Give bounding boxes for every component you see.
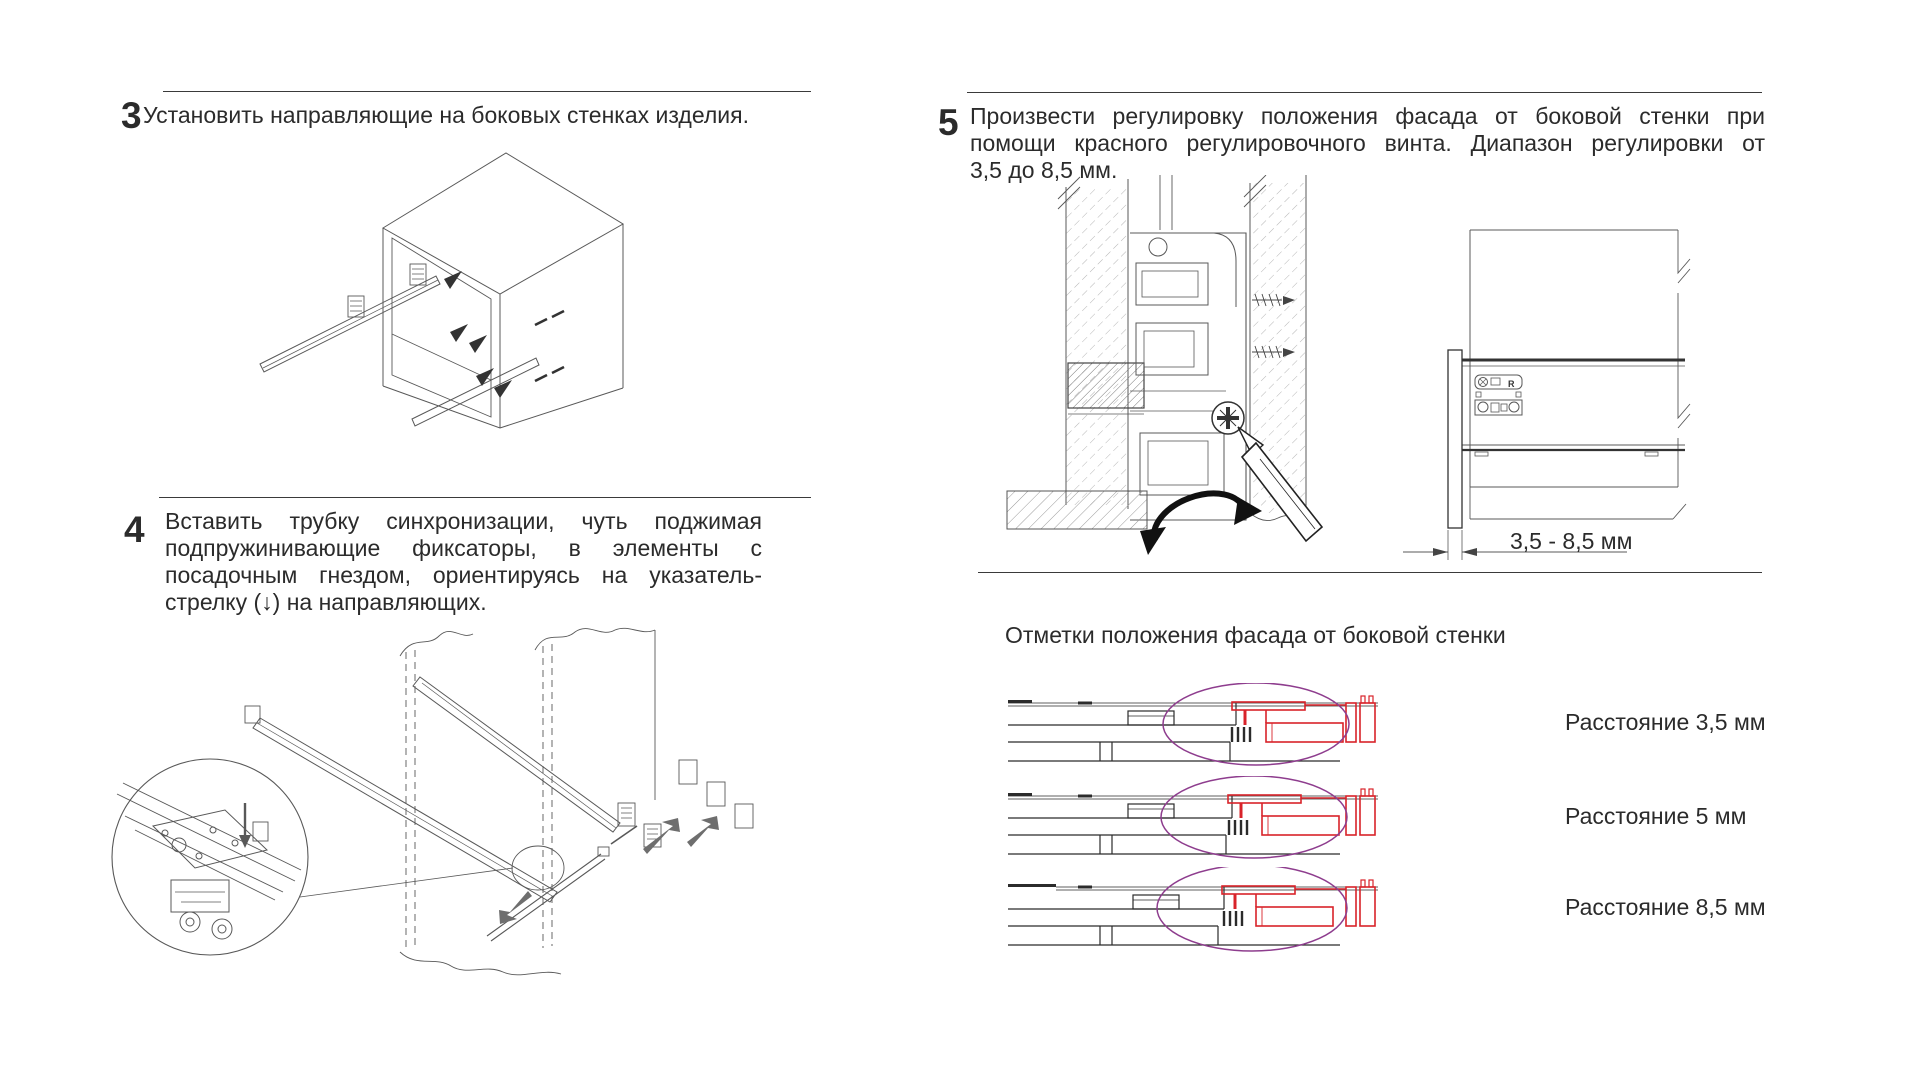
dimension-label: 3,5 - 8,5 мм [1510,528,1633,554]
step4-number: 4 [124,509,145,550]
red-adjuster [1222,886,1346,926]
step4-illustration [95,600,775,1020]
step5-line: 3,5 до 8,5 мм. [970,157,1118,183]
highlight-ellipse [1163,683,1349,765]
step5-number: 5 [938,102,959,143]
divider-step4 [159,497,811,498]
divider-facade-marks [978,572,1762,573]
step3-illustration [200,118,700,433]
step3-line: Установить направляющие на боковых стенках изделия. [143,102,749,128]
facade-strip [1448,350,1462,528]
adjustment-mechanism [1130,175,1246,520]
step4-line: посадочным гнездом, ориентируясь на указатель- [165,562,762,588]
facade-mark-diagram-5 [1008,776,1403,868]
step5-line: помощи красного регулировочного винта. Диапазон регулировки от [970,130,1765,156]
bottom-panel [1007,491,1147,529]
red-facade-edge [1346,880,1375,926]
facade-mark-label: Расстояние 5 мм [1565,803,1747,829]
rail-bottom [1462,445,1685,456]
mount-marks [535,311,564,381]
step5-side-view [1395,178,1775,578]
sync-connector [171,880,232,939]
facade-mark-label: Расстояние 8,5 мм [1565,894,1766,920]
step5-line: Произвести регулировку положения фасада от боковой стенки при [970,103,1765,129]
red-facade-edge [1346,789,1375,835]
drawer-bottom [1068,363,1144,408]
step4-line: Вставить трубку синхронизации, чуть поджимая [165,508,762,534]
rotation-arrow-icon [1140,493,1262,555]
direction-arrows [444,271,512,398]
red-adjuster [1228,795,1346,835]
detail-callout [112,759,513,955]
insert-arrows [499,816,719,924]
step5-cross-section [1000,175,1400,570]
step3-number: 3 [121,95,142,136]
facade-mark-diagram-8-5 [1008,867,1403,959]
drawer-side-panel [1058,177,1128,509]
facade-marks-title: Отметки положения фасада от боковой стенки [1005,622,1506,648]
step4-line: стрелку (↓) на направляющих. [165,589,487,615]
rail-top [1462,360,1685,366]
facade-mark-label: Расстояние 3,5 мм [1565,709,1766,735]
step5-text [970,103,1765,184]
drawer-slide [260,264,440,372]
cabinet-panels [400,628,655,975]
rail-label [1475,375,1522,415]
step4-line: подпружинивающие фиксаторы, в элементы с [165,535,762,561]
divider-step5 [967,92,1762,93]
divider-step3 [163,91,811,92]
back-rail [413,677,753,847]
highlight-ellipse [1161,776,1347,858]
facade-mark-diagram-3-5 [1008,683,1403,775]
sync-tube [487,826,637,941]
red-facade-edge [1346,696,1375,742]
rail-marking-r: R [1508,379,1515,389]
